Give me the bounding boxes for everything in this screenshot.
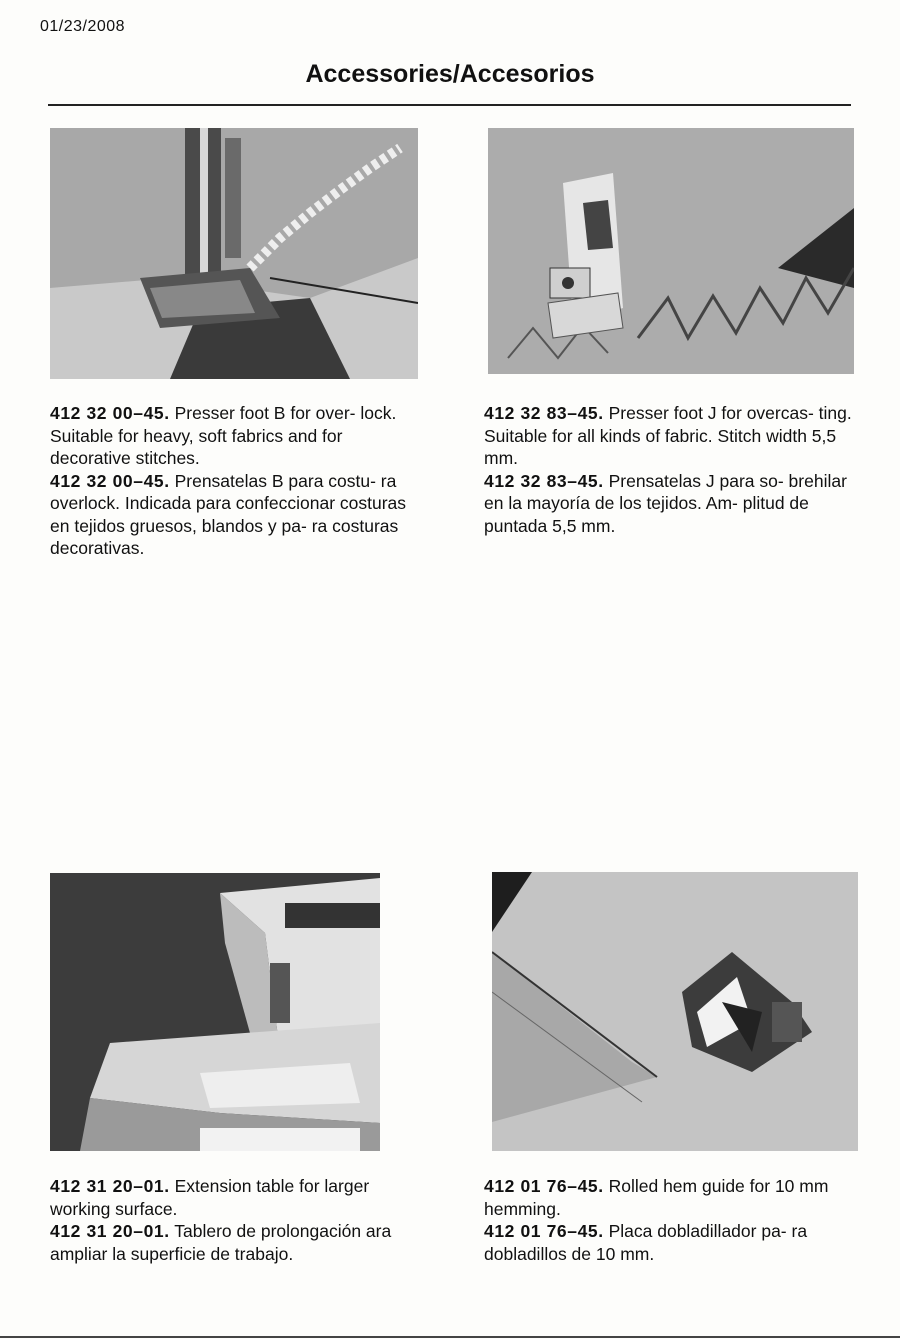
description-es: Placa dobladillador pa- ra dobladillos de 10 mm. — [484, 1221, 808, 1264]
caption-es — [484, 1220, 859, 1265]
caption-en — [50, 1175, 425, 1220]
part-number: 412 01 76–45. — [484, 1176, 604, 1196]
caption-en — [50, 402, 420, 470]
header-date: 01/23/2008 — [40, 18, 126, 35]
photo-presser-foot-b — [50, 128, 418, 379]
photo-presser-foot-j — [488, 128, 854, 374]
description-en: Rolled hem guide for 10 mm hemming. — [484, 1176, 829, 1219]
caption-es — [50, 1220, 425, 1265]
page-title: Accessories/Accesorios — [305, 60, 595, 88]
photo-extension-table — [50, 873, 380, 1151]
part-number: 412 01 76–45. — [484, 1221, 604, 1241]
title-divider — [48, 104, 851, 106]
part-number: 412 31 20–01. — [50, 1221, 170, 1241]
description-en: Presser foot J for overcas- ting. Suitable for all kinds of fabric. Stitch width 5,5 mm. — [484, 403, 852, 468]
part-number: 412 32 83–45. — [484, 403, 604, 423]
part-number: 412 32 00–45. — [50, 403, 170, 423]
caption-presser-foot-j — [484, 402, 856, 537]
part-number: 412 32 83–45. — [484, 470, 604, 491]
photo-rolled-hem-guide — [492, 872, 858, 1151]
caption-rolled-hem-guide — [484, 1175, 859, 1265]
caption-presser-foot-b — [50, 402, 420, 560]
description-es: Prensatelas J para so- brehilar en la mayoría de los tejidos. Am- plitud de puntada 5,5 mm. — [484, 470, 847, 536]
caption-en — [484, 402, 856, 470]
caption-en — [484, 1175, 859, 1220]
caption-es — [484, 470, 856, 538]
description-es: Prensatelas B para costu- ra overlock. Indicada para confeccionar costuras en tejidos gruesos, blandos y pa- ra costuras decorativas. — [50, 470, 407, 558]
caption-extension-table — [50, 1175, 425, 1265]
caption-es — [50, 470, 420, 560]
page-bottom-edge — [0, 1336, 900, 1338]
description-en: Presser foot B for over- lock. Suitable for heavy, soft fabrics and for decorative stitches. — [50, 403, 397, 468]
part-number: 412 32 00–45. — [50, 470, 170, 491]
part-number: 412 31 20–01. — [50, 1176, 170, 1196]
description-en: Extension table for larger working surface. — [50, 1176, 370, 1219]
description-es: Tablero de prolongación ara ampliar la superficie de trabajo. — [50, 1221, 392, 1264]
